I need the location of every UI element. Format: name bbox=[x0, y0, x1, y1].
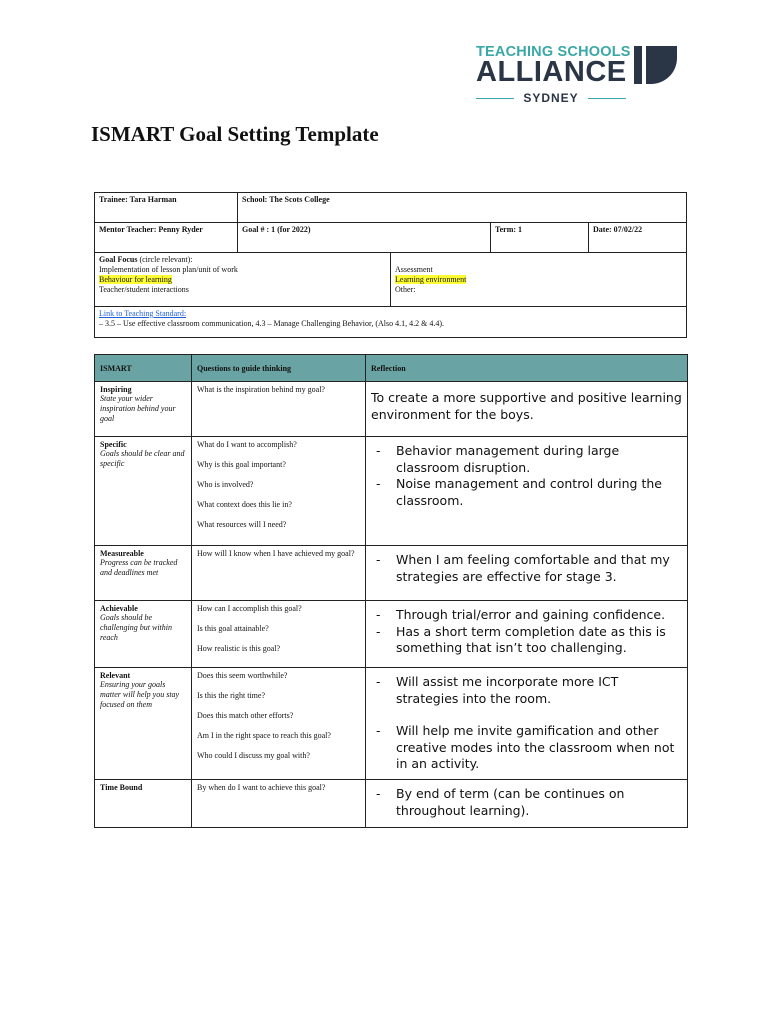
ismart-label: Achievable bbox=[100, 604, 138, 613]
questions-cell bbox=[192, 437, 366, 546]
logo-rule-left bbox=[476, 98, 514, 99]
page-title: ISMART Goal Setting Template bbox=[91, 122, 379, 146]
goal-focus-note: (circle relevant): bbox=[137, 255, 193, 264]
ismart-table bbox=[94, 354, 688, 828]
focus-option: Other: bbox=[395, 285, 416, 294]
table-row bbox=[95, 601, 688, 668]
header-questions: Questions to guide thinking bbox=[192, 355, 366, 382]
questions-cell bbox=[192, 780, 366, 828]
guiding-question: Is this the right time? bbox=[197, 691, 265, 700]
logo-line3: SYDNEY bbox=[523, 91, 579, 105]
focus-option: Teacher/student interactions bbox=[99, 285, 189, 294]
ismart-table-body bbox=[95, 382, 688, 828]
info-table bbox=[94, 192, 687, 338]
table-row bbox=[95, 780, 688, 828]
ismart-description: Ensuring your goals matter will help you stay focused on them bbox=[100, 680, 180, 709]
focus-option-highlighted: Behaviour for learning bbox=[99, 275, 172, 284]
logo-rule-right bbox=[588, 98, 626, 99]
ismart-description: State your wider inspiration behind your goal bbox=[100, 394, 176, 423]
date-cell: Date: 07/02/22 bbox=[593, 225, 643, 234]
questions-cell bbox=[192, 382, 366, 437]
ismart-description: Progress can be tracked and deadlines met bbox=[100, 558, 178, 577]
ismart-label: Inspiring bbox=[100, 385, 132, 394]
ismart-cell bbox=[95, 601, 192, 668]
goal-focus-cell bbox=[95, 253, 391, 306]
ismart-description: Goals should be challenging but within reach bbox=[100, 613, 172, 642]
standard-text: – 3.5 – Use effective classroom communication, 4.3 – Manage Challenging Behavior, (Also 4.1, 4.2 & 4.4). bbox=[99, 319, 445, 328]
reflection-list bbox=[371, 552, 682, 585]
header-ismart: ISMART bbox=[95, 355, 192, 382]
ismart-label: Time Bound bbox=[100, 783, 143, 792]
ismart-label: Specific bbox=[100, 440, 127, 449]
teaching-standard-link[interactable]: Link to Teaching Standard: bbox=[99, 309, 187, 318]
ismart-label: Measureable bbox=[100, 549, 144, 558]
term-cell: Term: 1 bbox=[491, 223, 589, 252]
guiding-question: Is this goal attainable? bbox=[197, 624, 269, 633]
reflection-text: To create a more supportive and positive learning environment for the boys. bbox=[371, 390, 682, 422]
reflection-item: - Will help me invite gamification and other creative modes into the classroom when not in an activity. bbox=[371, 723, 682, 773]
guiding-question: How will I know when I have achieved my goal? bbox=[197, 549, 355, 558]
reflection-item: - Will assist me incorporate more ICT strategies into the room. bbox=[371, 674, 682, 707]
info-row-2 bbox=[95, 223, 686, 253]
reflection-item: - When I am feeling comfortable and that my strategies are effective for stage 3. bbox=[371, 552, 682, 585]
ismart-cell bbox=[95, 546, 192, 601]
table-row bbox=[95, 668, 688, 780]
reflection-list bbox=[371, 607, 682, 657]
goal-focus-cell-right bbox=[391, 253, 686, 306]
goal-focus-heading bbox=[99, 255, 386, 265]
logo-line1: TEACHING SCHOOLS bbox=[476, 44, 631, 60]
guiding-question: By when do I want to achieve this goal? bbox=[197, 783, 326, 792]
focus-option-highlighted: Learning environment bbox=[395, 275, 467, 284]
reflection-item: - Has a short term completion date as this is something that isn’t too challenging. bbox=[371, 624, 682, 657]
table-row bbox=[95, 546, 688, 601]
focus-option: Assessment bbox=[395, 265, 433, 274]
goal-cell: Goal # : 1 (for 2022) bbox=[238, 223, 491, 252]
trainee-cell: Trainee: Tara Harman bbox=[95, 193, 238, 222]
reflection-item: - Through trial/error and gaining confidence. bbox=[371, 607, 682, 624]
reflection-cell bbox=[366, 668, 688, 780]
reflection-item: - By end of term (can be continues on throughout learning). bbox=[371, 786, 682, 819]
guiding-question: How can I accomplish this goal? bbox=[197, 604, 302, 613]
ismart-label: Relevant bbox=[100, 671, 131, 680]
questions-cell bbox=[192, 601, 366, 668]
ismart-cell bbox=[95, 668, 192, 780]
reflection-cell bbox=[366, 437, 688, 546]
questions-cell bbox=[192, 546, 366, 601]
info-row-3 bbox=[95, 253, 686, 307]
guiding-question: Why is this goal important? bbox=[197, 460, 286, 469]
reflection-item: - Behavior management during large classroom disruption. bbox=[371, 443, 682, 476]
reflection-cell bbox=[366, 546, 688, 601]
questions-cell bbox=[192, 668, 366, 780]
alliance-logo-mark-icon bbox=[633, 46, 679, 84]
school-cell: School: The Scots College bbox=[242, 195, 330, 204]
reflection-item: - Noise management and control during the classroom. bbox=[371, 476, 682, 509]
guiding-question: Who is involved? bbox=[197, 480, 254, 489]
table-header-row bbox=[95, 355, 688, 382]
focus-option: Implementation of lesson plan/unit of work bbox=[99, 265, 238, 274]
guiding-question: What context does this lie in? bbox=[197, 500, 292, 509]
reflection-cell bbox=[366, 601, 688, 668]
info-row-4 bbox=[95, 307, 686, 337]
standard-cell bbox=[95, 307, 686, 337]
reflection-cell bbox=[366, 382, 688, 437]
table-row bbox=[95, 437, 688, 546]
guiding-question: Am I in the right space to reach this goal? bbox=[197, 731, 331, 740]
reflection-list bbox=[371, 443, 682, 509]
ismart-cell bbox=[95, 382, 192, 437]
header-reflection: Reflection bbox=[366, 355, 688, 382]
reflection-list bbox=[371, 674, 682, 773]
reflection-cell bbox=[366, 780, 688, 828]
guiding-question: What resources will I need? bbox=[197, 520, 287, 529]
table-row bbox=[95, 382, 688, 437]
guiding-question: Does this seem worthwhile? bbox=[197, 671, 288, 680]
guiding-question: Does this match other efforts? bbox=[197, 711, 294, 720]
guiding-question: What do I want to accomplish? bbox=[197, 440, 297, 449]
mentor-cell: Mentor Teacher: Penny Ryder bbox=[95, 223, 238, 252]
guiding-question: Who could I discuss my goal with? bbox=[197, 751, 310, 760]
logo-sydney-row bbox=[476, 91, 626, 105]
logo-line2: ALLIANCE bbox=[476, 56, 627, 88]
ismart-cell bbox=[95, 437, 192, 546]
goal-focus-label: Goal Focus bbox=[99, 255, 138, 264]
reflection-list bbox=[371, 786, 682, 819]
info-row-1 bbox=[95, 193, 686, 223]
logo bbox=[476, 44, 681, 104]
guiding-question: What is the inspiration behind my goal? bbox=[197, 385, 325, 394]
guiding-question: How realistic is this goal? bbox=[197, 644, 281, 653]
ismart-description: Goals should be clear and specific bbox=[100, 449, 185, 468]
ismart-cell bbox=[95, 780, 192, 828]
